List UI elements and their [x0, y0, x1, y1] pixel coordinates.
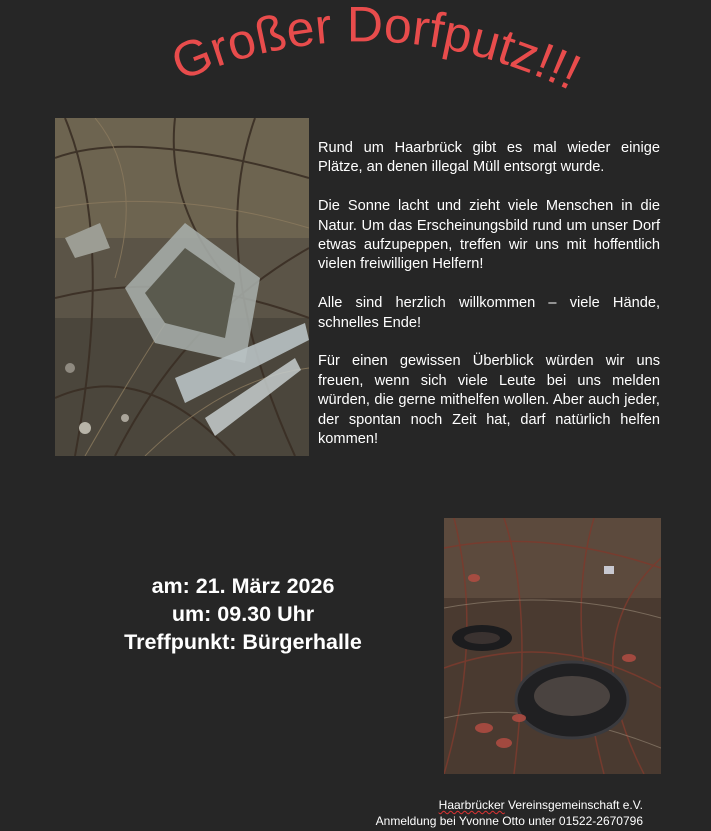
photo-dumped-tires — [444, 518, 661, 774]
event-place: Treffpunkt: Bürgerhalle — [124, 630, 362, 654]
paragraph-1: Rund um Haarbrück gibt es mal wieder einige Plätze, an denen illegal Müll entsorgt wurde. — [318, 140, 660, 176]
page-title — [140, 0, 610, 110]
event-date: am: 21. März 2026 — [151, 574, 335, 598]
footer-organization — [376, 797, 643, 813]
event-details — [70, 572, 416, 656]
footer — [376, 797, 643, 829]
footer-org-rest: Vereinsgemeinschaft e.V. — [504, 798, 643, 812]
paragraph-4: Für einen gewissen Überblick würden wir uns freuen, wenn sich viele Leute bei uns melden würden, die gerne mithelfen wollen. Aber auch jeder, der spontan noch Zeit hat, darf natürlich helfen kommen! — [318, 353, 660, 448]
paragraph-2: Die Sonne lacht und zieht viele Menschen in die Natur. Um das Erscheinungsbild rund um unser Dorf etwas aufzupeppen, treffen wir uns mit hoffentlich vielen freiwilligen Helfern! — [318, 198, 660, 273]
page-title-text: Großer Dorfputz!!! — [163, 0, 590, 101]
event-time: um: 09.30 Uhr — [171, 602, 315, 626]
intro-text — [318, 139, 660, 469]
paragraph-3: Alle sind herzlich willkommen – viele Hände, schnelles Ende! — [318, 295, 660, 331]
photo-dumped-window-frame — [55, 118, 309, 456]
footer-contact: Anmeldung bei Yvonne Otto unter 01522-2670796 — [375, 814, 643, 828]
footer-org-name: Haarbrücker — [438, 798, 505, 812]
